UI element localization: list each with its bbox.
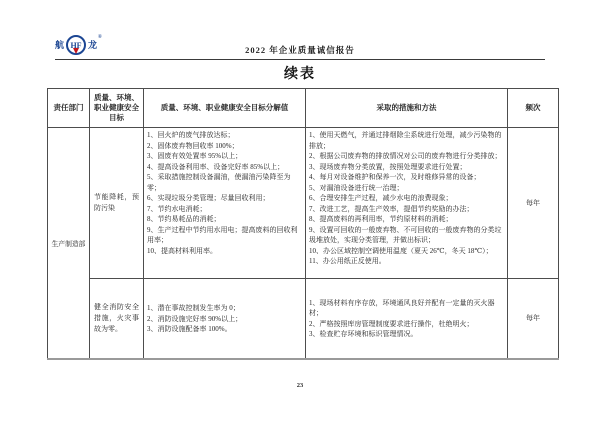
list-line: 5、对漏油设备进行统一治理； bbox=[309, 183, 404, 192]
table-row bbox=[48, 279, 559, 359]
logo-circle-text: HF bbox=[70, 40, 82, 50]
page-header bbox=[55, 26, 545, 58]
logo-right-character: 龙 bbox=[88, 39, 98, 50]
frequency-cell: 每年 bbox=[508, 128, 559, 279]
targets-cell-energy bbox=[144, 128, 306, 279]
goals-measures-table bbox=[47, 88, 559, 360]
list-line: 7、改进工艺，提高生产效率，提倡节约奖励的办法； bbox=[309, 204, 474, 213]
registered-trademark-icon: ® bbox=[98, 35, 102, 40]
list-line: 7、节约水电消耗； bbox=[147, 204, 207, 213]
column-header-department: 责任部门 bbox=[48, 89, 90, 128]
page-number: 23 bbox=[296, 382, 304, 389]
list-line: 2、严格按照库房管理制度要求进行操作，杜绝明火； bbox=[309, 319, 474, 328]
list-line: 10、办公区域控制空调使用温度（夏天 26℃，冬天 18℃）； bbox=[309, 246, 493, 255]
list-line: 4、每月对设备维护和保养一次，及时维修异常的设备； bbox=[309, 173, 481, 181]
list-line: 2、根据公司废弃物的排放情况对公司的废弃物进行分类排放； bbox=[309, 152, 502, 160]
page-title: 续表 bbox=[284, 67, 316, 82]
list-line: 6、合理安排生产过程，减少水电的浪费现象； bbox=[309, 194, 453, 202]
list-line: 8、节约易耗品的消耗； bbox=[147, 215, 221, 223]
list-line: 10、提高材料利用率。 bbox=[147, 246, 217, 255]
department-cell: 生产制造部 bbox=[48, 128, 90, 359]
list-line: 6、实现垃圾分类管理；尽量回收利用； bbox=[147, 194, 270, 202]
frequency-cell: 每年 bbox=[508, 279, 559, 359]
report-header-title: 2022 年企业质量诚信报告 bbox=[245, 45, 355, 55]
header-divider bbox=[55, 59, 545, 60]
list-line: 8、提高废料的再利用率，节约原材料的消耗； bbox=[309, 215, 453, 223]
list-line: 1、回火炉的废气排放达标； bbox=[147, 131, 235, 139]
list-line: 2、消防设施完好率 90%以上； bbox=[147, 314, 243, 323]
goal-cell-energy: 节能降耗，预防污染 bbox=[90, 128, 144, 279]
measures-cell-fire-safety bbox=[306, 279, 508, 359]
logo-left-character: 航 bbox=[55, 39, 65, 50]
list-line: 1、潜在事故控制发生率为 0； bbox=[147, 304, 240, 312]
list-line: 3、现场废弃物分类放置，按照处理要求进行处置； bbox=[309, 162, 467, 171]
list-line: 1、使用天燃气，并通过排烟除尘系统进行处理，减少污染物的排放； bbox=[309, 131, 502, 150]
list-line: 3、检查贮存环境和标识管理情况。 bbox=[309, 330, 418, 339]
column-header-measures: 采取的措施和方法 bbox=[306, 89, 508, 128]
list-line: 3、固废有效处置率 95%以上； bbox=[147, 152, 243, 160]
targets-cell-fire-safety bbox=[144, 279, 306, 359]
column-header-target-breakdown: 质量、环境、职业健康安全目标分解值 bbox=[144, 89, 306, 128]
list-line: 9、生产过程中节约用水用电；提高废料的回收利用率； bbox=[147, 225, 298, 244]
list-line: 3、消防设施配备率 100%。 bbox=[147, 325, 232, 333]
list-line: 9、设置可回收的一般废弃物、不可回收的一般废弃物的分类垃圾堆放处，实现分类管理，并做出标识； bbox=[309, 225, 502, 244]
measures-cell-energy bbox=[306, 128, 508, 279]
list-line: 5、采取措施控制设备漏油，使漏油污染降至为零； bbox=[147, 173, 291, 192]
list-line: 4、提高设备利用率、设备完好率 85%以上； bbox=[147, 162, 285, 171]
list-line: 1、现场材料有序存放，环境通风良好并配有一定量的灭火器材； bbox=[309, 298, 495, 318]
goal-cell-fire-safety: 健全消防安全措施，火灾事故为零。 bbox=[90, 279, 144, 359]
table-header-row bbox=[48, 89, 559, 128]
list-line: 11、办公用纸正反使用。 bbox=[309, 257, 386, 265]
table-row bbox=[48, 128, 559, 279]
column-header-frequency: 频次 bbox=[508, 89, 559, 128]
column-header-goals: 质量、环境、职业健康安全目标 bbox=[90, 89, 144, 128]
list-line: 2、固体废弃物回收率 100%； bbox=[147, 141, 239, 150]
